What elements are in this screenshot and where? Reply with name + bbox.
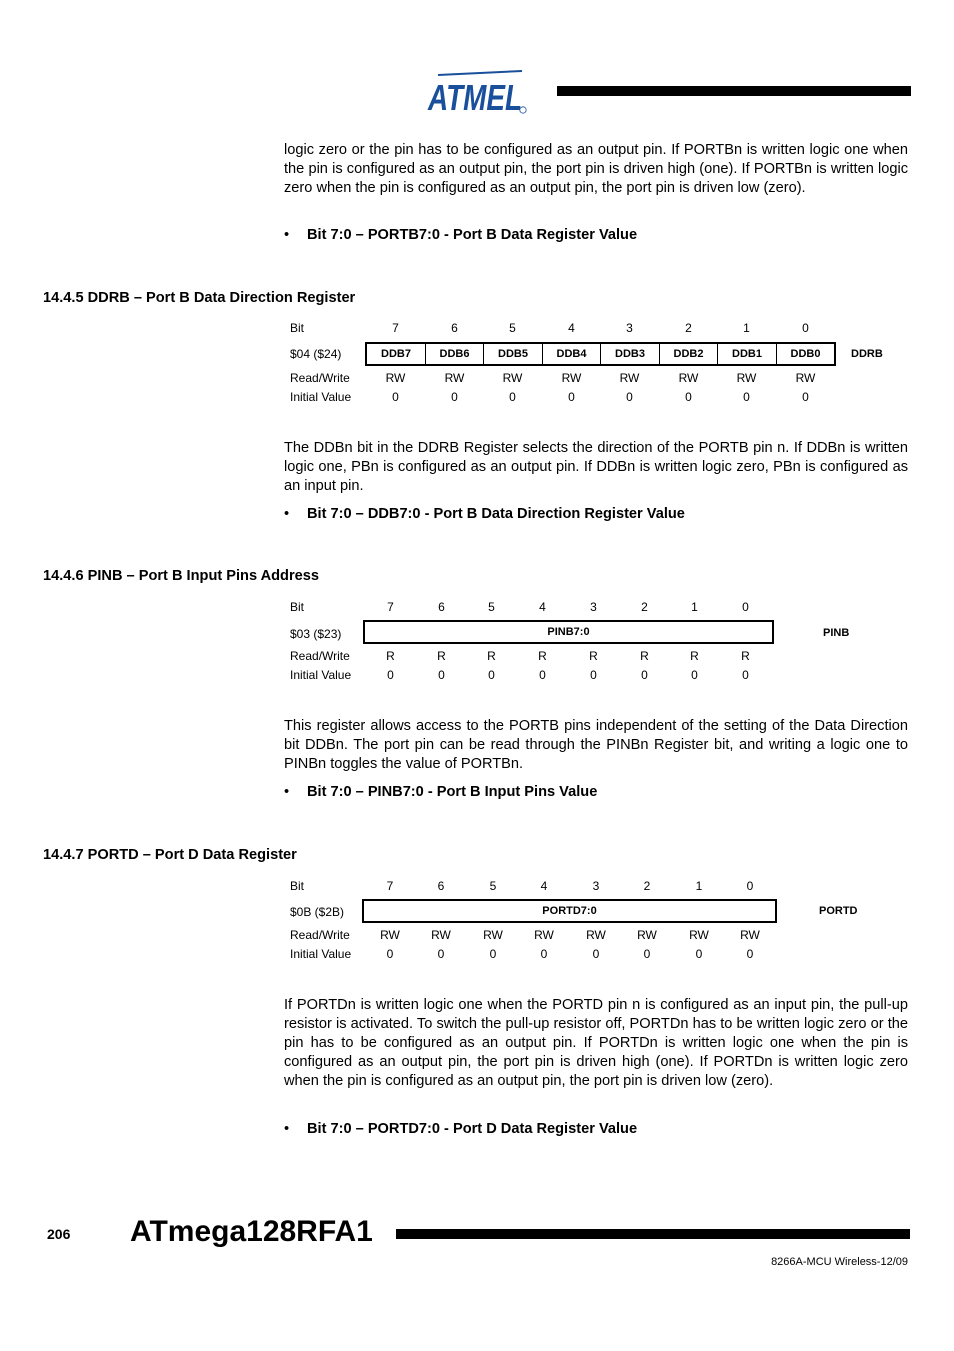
- bit-field: PORTD7:0: [542, 905, 597, 917]
- rw-value: RW: [431, 928, 451, 942]
- init-value: 0: [641, 668, 648, 682]
- bit-number: 4: [540, 879, 548, 893]
- init-label: Initial Value: [290, 947, 352, 961]
- rw-value: RW: [795, 371, 816, 385]
- rw-label: Read/Write: [290, 649, 350, 663]
- rw-value: R: [690, 649, 699, 663]
- init-value: 0: [392, 390, 399, 404]
- header-rule: [557, 86, 911, 96]
- rw-value: RW: [586, 928, 606, 942]
- atmel-logo-icon: [426, 68, 530, 118]
- bit-number: 7: [387, 600, 394, 614]
- bullet-text: Bit 7:0 – PINB7:0 - Port B Input Pins Value: [307, 784, 598, 800]
- rw-value: RW: [444, 371, 465, 385]
- init-value: 0: [590, 668, 597, 682]
- rw-value: R: [386, 649, 395, 663]
- register-name: PINB: [823, 627, 850, 639]
- ddrb-paragraph: The DDBn bit in the DDRB Register selects the direction of the PORTB pin n. If DDBn is written logic one, PBn is configured as an output pin. If DDBn is written logic zero, PBn is configured as an input pin.: [284, 440, 908, 494]
- bit-number: 3: [590, 600, 597, 614]
- init-value: 0: [540, 947, 548, 961]
- bit-field: DDB7: [367, 344, 426, 364]
- init-value: 0: [746, 947, 754, 961]
- logo-text: ATMEL: [427, 77, 522, 118]
- init-value: 0: [539, 668, 546, 682]
- bullet-dot: •: [284, 784, 290, 800]
- init-value: 0: [643, 947, 651, 961]
- rw-value: R: [487, 649, 496, 663]
- bit-field: DDB1: [718, 344, 777, 364]
- rw-value: R: [741, 649, 750, 663]
- bullet-dot: •: [284, 227, 290, 243]
- rw-value: R: [538, 649, 547, 663]
- rw-value: RW: [689, 928, 709, 942]
- document-id: 8266A-MCU Wireless-12/09: [771, 1256, 908, 1268]
- init-value: 0: [489, 947, 497, 961]
- section-heading-ddrb: 14.4.5 DDRB – Port B Data Direction Register: [43, 290, 356, 306]
- bit-number: 0: [742, 600, 749, 614]
- rw-value: RW: [678, 371, 699, 385]
- ddrb-bullet: [284, 506, 685, 522]
- intro-paragraph: logic zero or the pin has to be configured as an output pin. If PORTBn is written logic one when the pin is configured as an output pin, the port pin is driven high (one). If PORTBn is written logic zero when the pin is configured as an output pin, the port pin is driven low (zero).: [284, 142, 908, 196]
- rw-value: R: [589, 649, 598, 663]
- init-value: 0: [568, 390, 575, 404]
- pinb-paragraph: This register allows access to the PORTB pins independent of the setting of the Data Direction bit DDBn. The port pin can be read through the PINBn Register bit, and writing a logic one to PINBn toggles the value of PORTBn.: [284, 718, 908, 772]
- rw-value: RW: [483, 928, 503, 942]
- bit-number: 1: [695, 879, 703, 893]
- init-label: Initial Value: [290, 668, 352, 682]
- rw-value: RW: [619, 371, 640, 385]
- rw-value: RW: [502, 371, 523, 385]
- init-value: 0: [386, 947, 394, 961]
- init-value: 0: [438, 668, 445, 682]
- register-bit-fields: [365, 342, 836, 366]
- bit-field: DDB3: [601, 344, 660, 364]
- bit-number: 3: [626, 321, 633, 335]
- bit-field: DDB4: [543, 344, 601, 364]
- rw-value: R: [437, 649, 446, 663]
- rw-value: RW: [561, 371, 582, 385]
- rw-value: RW: [736, 371, 757, 385]
- init-value: 0: [592, 947, 600, 961]
- init-label: Initial Value: [290, 390, 352, 404]
- bit-field: DDB5: [484, 344, 543, 364]
- register-name: DDRB: [851, 348, 883, 360]
- bit-number: 6: [438, 600, 445, 614]
- bit-number: 2: [641, 600, 648, 614]
- bit-number: 4: [539, 600, 546, 614]
- atmel-logo: [426, 68, 530, 118]
- register-name: PORTD: [819, 905, 858, 917]
- bit-number: 7: [386, 879, 394, 893]
- rw-value: R: [640, 649, 649, 663]
- bullet-text: Bit 7:0 – DDB7:0 - Port B Data Direction Register Value: [307, 506, 685, 522]
- bit-number: 7: [392, 321, 399, 335]
- bit-field: DDB0: [790, 348, 821, 360]
- bit-number: 5: [509, 321, 516, 335]
- bit-number: 5: [488, 600, 495, 614]
- register-address: $03 ($23): [290, 627, 342, 641]
- bullet-dot: •: [284, 506, 290, 522]
- rw-label: Read/Write: [290, 928, 350, 942]
- bit-number: 2: [685, 321, 692, 335]
- bit-number: 0: [802, 321, 809, 335]
- init-value: 0: [509, 390, 516, 404]
- register-bit-fields: [363, 620, 774, 644]
- register-address: $0B ($2B): [290, 905, 345, 919]
- bit-number: 2: [643, 879, 651, 893]
- bit-field: DDB2: [660, 344, 718, 364]
- document-title: ATmega128RFA1: [130, 1215, 373, 1248]
- init-value: 0: [451, 390, 458, 404]
- portd-bullet: [284, 1121, 637, 1137]
- init-value: 0: [691, 668, 698, 682]
- bit-number: 1: [743, 321, 750, 335]
- register-bit-fields: [362, 899, 777, 923]
- bit-number: 5: [489, 879, 497, 893]
- bullet-dot: •: [284, 1121, 290, 1137]
- init-value: 0: [695, 947, 703, 961]
- bit-number: 4: [568, 321, 575, 335]
- rw-value: RW: [385, 371, 406, 385]
- register-address: $04 ($24): [290, 347, 342, 361]
- init-value: 0: [387, 668, 394, 682]
- bit-label: Bit: [290, 879, 305, 893]
- init-value: 0: [742, 668, 749, 682]
- bit-number: 6: [437, 879, 445, 893]
- init-value: 0: [488, 668, 495, 682]
- init-value: 0: [802, 390, 809, 404]
- page-number: 206: [47, 1226, 71, 1242]
- rw-value: RW: [534, 928, 554, 942]
- bit-number: 0: [746, 879, 754, 893]
- portd-paragraph: If PORTDn is written logic one when the PORTD pin n is configured as an input pin, the pull-up resistor is activated. To switch the pull-up resistor off, PORTDn has to be written logic zero or the pin has to be configured as an output pin. If PORTDn is written logic one when the pin is configured as an output pin, the port pin is driven high (one). If PORTDn is written logic zero when the pin is configured as an output pin, the port pin is driven low (zero).: [284, 997, 908, 1089]
- bullet-text: Bit 7:0 – PORTB7:0 - Port B Data Register Value: [307, 227, 638, 243]
- bit-number: 6: [451, 321, 458, 335]
- init-value: 0: [685, 390, 692, 404]
- footer-rule: [396, 1229, 910, 1239]
- bit-label: Bit: [290, 600, 305, 614]
- bit-number: 3: [592, 879, 600, 893]
- rw-value: RW: [637, 928, 657, 942]
- init-value: 0: [743, 390, 750, 404]
- rw-value: RW: [380, 928, 400, 942]
- bit-label: Bit: [290, 321, 305, 335]
- section-heading-pinb: 14.4.6 PINB – Port B Input Pins Address: [43, 568, 319, 584]
- bullet-text: Bit 7:0 – PORTD7:0 - Port D Data Register Value: [307, 1121, 638, 1137]
- init-value: 0: [626, 390, 633, 404]
- pinb-bullet: [284, 784, 597, 800]
- rw-value: RW: [740, 928, 760, 942]
- init-value: 0: [437, 947, 445, 961]
- rw-label: Read/Write: [290, 371, 350, 385]
- intro-bullet: [284, 227, 637, 243]
- bit-number: 1: [691, 600, 698, 614]
- bit-field: PINB7:0: [547, 626, 590, 638]
- section-heading-portd: 14.4.7 PORTD – Port D Data Register: [43, 847, 297, 863]
- bit-field: DDB6: [426, 344, 484, 364]
